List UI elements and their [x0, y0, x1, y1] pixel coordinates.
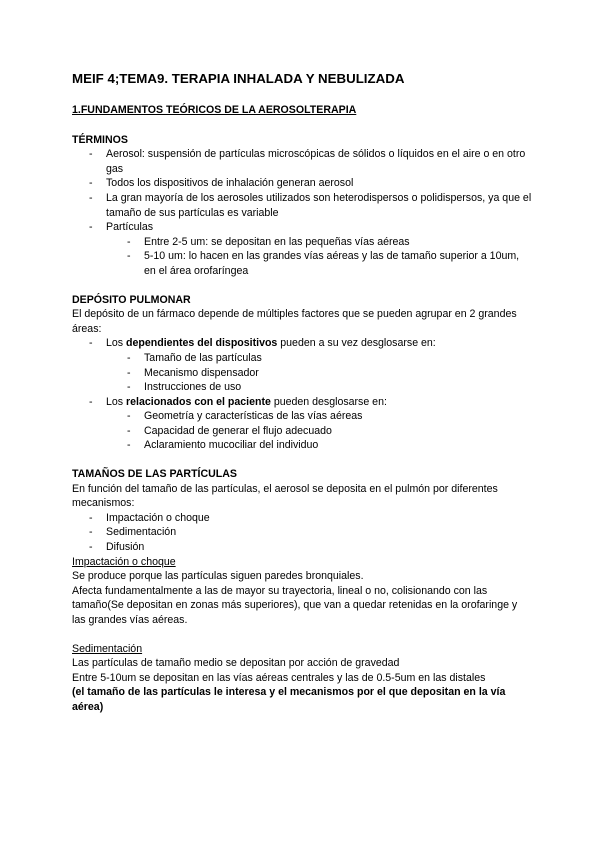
- list-item: - Impactación o choque: [89, 511, 210, 524]
- deposito-intro: El depósito de un fármaco depende de múltiples factores que se pueden agrupar en 2 grandes áreas:: [72, 308, 517, 335]
- sedimentacion-p1: Las partículas de tamaño medio se depositan por acción de gravedad: [72, 657, 400, 670]
- sub-list-item: - Mecanismo dispensador: [127, 366, 259, 379]
- tamanos-list: [72, 511, 532, 555]
- sub-list-item: - 5-10 um: lo hacen en las grandes vías aéreas y las de tamaño superior a 10um, en el área orofaríngea: [127, 250, 520, 277]
- terminos-heading: TÉRMINOS: [72, 133, 128, 146]
- tamanos-heading: TAMAÑOS DE LAS PARTÍCULAS: [72, 468, 237, 481]
- sub-list-item: - Tamaño de las partículas: [127, 351, 262, 364]
- document-page: [72, 70, 532, 715]
- sub-list-item: - Aclaramiento mucociliar del individuo: [127, 439, 319, 452]
- list-item: - Aerosol: suspensión de partículas microscópicas de sólidos o líquidos en el aire o en otro gas: [89, 148, 526, 175]
- list-item: - Difusión: [89, 541, 145, 554]
- list-item: - La gran mayoría de los aerosoles utilizados son heterodispersos o polidispersos, ya que el tamaño de sus partículas es variable: [89, 191, 532, 219]
- impactacion-p1: Se produce porque las partículas siguen paredes bronquiales.: [72, 570, 364, 583]
- section-heading: 1.FUNDAMENTOS TEÓRICOS DE LA AEROSOLTERAPIA: [72, 104, 357, 116]
- sub-list-item: - Capacidad de generar el flujo adecuado: [127, 424, 332, 437]
- deposito-list: [72, 336, 532, 453]
- sedimentacion-note: (el tamaño de las partículas le interesa y el mecanismos por el que depositan en la vía aérea): [72, 686, 506, 713]
- list-item: - Los relacionados con el paciente pueden desglosarse en:: [89, 395, 387, 408]
- impactacion-p2: Afecta fundamentalmente a las de mayor su trayectoria, lineal o no, colisionando con las tamaño(Se depositan en zonas más superiores), que van a quedar retenidas en la orofaringe y las grandes vías aéreas.: [72, 584, 518, 626]
- sedimentacion-p2: Entre 5-10um se depositan en las vías aéreas centrales y las de 0.5-5um en las distales: [72, 671, 486, 684]
- terminos-list: [72, 147, 532, 278]
- sedimentacion-heading: Sedimentación: [72, 642, 143, 655]
- list-item: - Todos los dispositivos de inhalación generan aerosol: [89, 177, 354, 190]
- tamanos-intro: En función del tamaño de las partículas, el aerosol se deposita en el pulmón por diferentes mecanismos:: [72, 482, 498, 510]
- sub-list-item: - Instrucciones de uso: [127, 381, 242, 394]
- list-item: - Los dependientes del dispositivos pueden a su vez desglosarse en:: [89, 337, 436, 350]
- deposito-heading: DEPÓSITO PULMONAR: [72, 293, 191, 306]
- list-item: - Partículas: [89, 221, 154, 234]
- sub-list-item: - Entre 2-5 um: se depositan en las pequeñas vías aéreas: [127, 235, 410, 248]
- impactacion-heading: Impactación o choque: [72, 555, 176, 568]
- list-item: - Sedimentación: [89, 526, 177, 539]
- document-title: MEIF 4;TEMA9. TERAPIA INHALADA Y NEBULIZADA: [72, 71, 405, 86]
- sub-list-item: - Geometría y características de las vías aéreas: [127, 410, 363, 423]
